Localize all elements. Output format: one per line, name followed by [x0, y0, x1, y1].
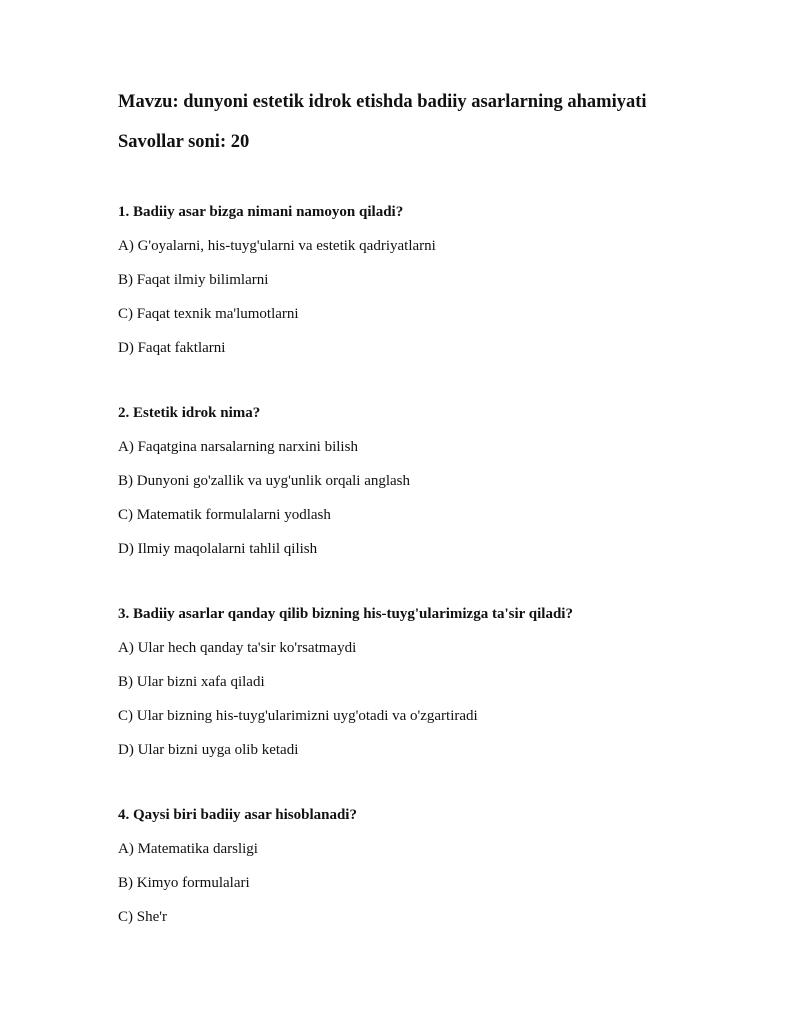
answer-option: A) G'oyalarni, his-tuyg'ularni va estetik qadriyatlarni	[118, 238, 436, 254]
answer-option: C) Faqat texnik ma'lumotlarni	[118, 306, 299, 322]
answer-option: B) Kimyo formulalari	[118, 875, 250, 891]
question-item	[118, 805, 758, 928]
question-item	[118, 403, 758, 560]
answer-option: B) Faqat ilmiy bilimlarni	[118, 272, 269, 288]
question-title: 3. Badiiy asarlar qanday qilib bizning his-tuyg'ularimizga ta'sir qiladi?	[118, 606, 573, 622]
answer-option: D) Faqat faktlarni	[118, 340, 226, 356]
answer-option: C) Matematik formulalarni yodlash	[118, 507, 331, 523]
question-item	[118, 202, 758, 359]
answer-option: D) Ular bizni uyga olib ketadi	[118, 742, 299, 758]
answer-option: B) Ular bizni xafa qiladi	[118, 674, 265, 690]
question-spacer	[118, 560, 758, 604]
question-title: 1. Badiiy asar bizga nimani namoyon qiladi?	[118, 204, 404, 220]
question-list	[118, 202, 758, 928]
question-spacer	[118, 359, 758, 403]
answer-option: C) She'r	[118, 909, 167, 925]
question-title: 4. Qaysi biri badiiy asar hisoblanadi?	[118, 807, 357, 823]
answer-option: B) Dunyoni go'zallik va uyg'unlik orqali anglash	[118, 473, 411, 489]
document-topic: Mavzu: dunyoni estetik idrok etishda badiiy asarlarning ahamiyati	[118, 92, 647, 112]
question-item	[118, 604, 758, 761]
answer-option: A) Faqatgina narsalarning narxini bilish	[118, 439, 358, 455]
answer-option: C) Ular bizning his-tuyg'ularimizni uyg'otadi va o'zgartiradi	[118, 708, 478, 724]
question-count: Savollar soni: 20	[118, 132, 250, 152]
answer-option: A) Ular hech qanday ta'sir ko'rsatmaydi	[118, 640, 357, 656]
answer-option: D) Ilmiy maqolalarni tahlil qilish	[118, 541, 318, 557]
question-spacer	[118, 761, 758, 805]
question-title: 2. Estetik idrok nima?	[118, 405, 261, 421]
answer-option: A) Matematika darsligi	[118, 841, 258, 857]
